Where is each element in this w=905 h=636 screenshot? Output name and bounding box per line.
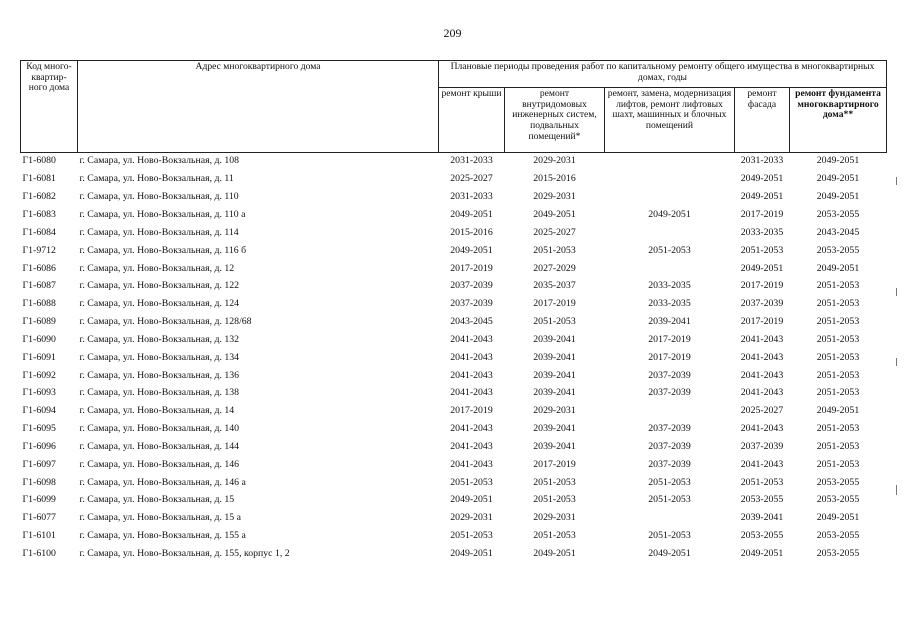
table-row (21, 296, 887, 314)
house-address: г. Самара, ул. Ново-Вокзальная, д. 15 а (79, 512, 241, 524)
header-lifts: ремонт, замена, модернизация лифтов, ремонт лифтовых шахт, машинных и блочных помещений (605, 88, 735, 153)
house-address: г. Самара, ул. Ново-Вокзальная, д. 138 (79, 387, 240, 399)
table-row (21, 456, 887, 474)
table-row (21, 242, 887, 260)
facade-period: 2053-2055 (740, 494, 784, 506)
house-code: Г1-6100 (22, 548, 56, 559)
systems-period: 2051-2053 (533, 244, 576, 256)
facade-period: 2025-2027 (740, 405, 784, 417)
lifts-period (605, 189, 735, 207)
lifts-period (605, 224, 735, 242)
foundation-period: 2049-2051 (816, 155, 860, 167)
facade-period: 2049-2051 (740, 262, 784, 274)
header-facade: ремонт фасада (735, 88, 790, 153)
house-address: г. Самара, ул. Ново-Вокзальная, д. 114 (79, 226, 239, 238)
roof-period: 2037-2039 (450, 280, 493, 292)
house-code: Г1-9712 (22, 244, 56, 256)
table-row (21, 546, 887, 564)
lifts-period: 2037-2039 (648, 458, 691, 470)
house-address: г. Самара, ул. Ново-Вокзальная, д. 15 (79, 494, 235, 506)
house-code: Г1-6093 (22, 387, 56, 399)
facade-period: 2033-2035 (740, 226, 784, 238)
lifts-period: 2037-2039 (648, 387, 691, 399)
table-row (21, 278, 887, 296)
house-address: г. Самара, ул. Ново-Вокзальная, д. 155, корпус 1, 2 (79, 548, 290, 559)
house-address: г. Самара, ул. Ново-Вокзальная, д. 140 (79, 423, 240, 435)
systems-period: 2049-2051 (533, 208, 576, 220)
table-row (21, 474, 887, 492)
roof-period: 2037-2039 (450, 298, 493, 310)
header-foundation: ремонт фундамента многоквартирного дома** (790, 88, 887, 153)
systems-period: 2029-2031 (533, 405, 576, 417)
house-address: г. Самара, ул. Ново-Вокзальная, д. 136 (79, 369, 240, 381)
facade-period: 2049-2051 (740, 191, 784, 203)
margin-mark (896, 358, 897, 366)
header-periods-group: Плановые периоды проведения работ по капитальному ремонту общего имущества в многоквартирных домах, годы (439, 61, 887, 88)
facade-period: 2037-2039 (740, 440, 784, 452)
lifts-period: 2051-2053 (648, 494, 691, 506)
lifts-period: 2033-2035 (648, 298, 691, 310)
foundation-period: 2053-2055 (816, 548, 860, 559)
roof-period: 2051-2053 (450, 530, 493, 542)
table-row (21, 492, 887, 510)
lifts-period: 2037-2039 (648, 423, 691, 435)
facade-period: 2041-2043 (740, 387, 784, 399)
house-code: Г1-6094 (22, 405, 56, 417)
house-code: Г1-6099 (22, 494, 56, 506)
house-address: г. Самара, ул. Ново-Вокзальная, д. 146 (79, 458, 240, 470)
house-code: Г1-6077 (22, 512, 56, 524)
foundation-period: 2049-2051 (816, 191, 860, 203)
systems-period: 2025-2027 (533, 226, 576, 238)
foundation-period: 2053-2055 (816, 244, 860, 256)
systems-period: 2039-2041 (533, 423, 576, 435)
house-address: г. Самара, ул. Ново-Вокзальная, д. 134 (79, 351, 240, 363)
systems-period: 2029-2031 (533, 191, 576, 203)
house-address: г. Самара, ул. Ново-Вокзальная, д. 132 (79, 333, 240, 345)
systems-period: 2017-2019 (533, 458, 576, 470)
foundation-period: 2051-2053 (816, 387, 860, 399)
table-row (21, 171, 887, 189)
table-row (21, 403, 887, 421)
roof-period: 2051-2053 (450, 476, 493, 488)
lifts-period: 2017-2019 (648, 333, 691, 345)
lifts-period: 2037-2039 (648, 440, 691, 452)
table-row (21, 153, 887, 171)
lifts-period (605, 260, 735, 278)
facade-period: 2051-2053 (740, 244, 784, 256)
table-row (21, 189, 887, 207)
table-row (21, 224, 887, 242)
roof-period: 2041-2043 (450, 440, 493, 452)
roof-period: 2041-2043 (450, 333, 493, 345)
facade-period: 2041-2043 (740, 458, 784, 470)
house-code: Г1-6101 (22, 530, 56, 542)
header-systems: ремонт внутридомовых инженерных систем, подвальных помещений* (505, 88, 605, 153)
house-address: г. Самара, ул. Ново-Вокзальная, д. 110 (79, 191, 239, 203)
margin-mark (896, 288, 897, 296)
foundation-period: 2049-2051 (816, 405, 860, 417)
house-address: г. Самара, ул. Ново-Вокзальная, д. 144 (79, 440, 240, 452)
roof-period: 2015-2016 (450, 226, 493, 238)
lifts-period (605, 510, 735, 528)
facade-period: 2017-2019 (740, 208, 784, 220)
lifts-period: 2039-2041 (648, 316, 691, 328)
table-row (21, 207, 887, 225)
house-address: г. Самара, ул. Ново-Вокзальная, д. 110 а (79, 208, 246, 220)
roof-period: 2017-2019 (450, 262, 493, 274)
lifts-period: 2049-2051 (648, 208, 691, 220)
foundation-period: 2051-2053 (816, 458, 860, 470)
house-code: Г1-6098 (22, 476, 56, 488)
house-address: г. Самара, ул. Ново-Вокзальная, д. 122 (79, 280, 240, 292)
facade-period: 2041-2043 (740, 333, 784, 345)
house-code: Г1-6080 (22, 155, 56, 167)
lifts-period: 2051-2053 (648, 244, 691, 256)
foundation-period: 2051-2053 (816, 333, 860, 345)
house-address: г. Самара, ул. Ново-Вокзальная, д. 14 (79, 405, 235, 417)
roof-period: 2043-2045 (450, 316, 493, 328)
house-code: Г1-6096 (22, 440, 56, 452)
roof-period: 2031-2033 (450, 191, 493, 203)
facade-period: 2031-2033 (740, 155, 784, 167)
roof-period: 2041-2043 (450, 369, 493, 381)
foundation-period: 2053-2055 (816, 494, 860, 506)
systems-period: 2039-2041 (533, 351, 576, 363)
lifts-period: 2033-2035 (648, 280, 691, 292)
table-row (21, 510, 887, 528)
systems-period: 2049-2051 (533, 548, 576, 559)
house-address: г. Самара, ул. Ново-Вокзальная, д. 146 а (79, 476, 246, 488)
roof-period: 2041-2043 (450, 351, 493, 363)
systems-period: 2051-2053 (533, 530, 576, 542)
foundation-period: 2049-2051 (816, 512, 860, 524)
systems-period: 2051-2053 (533, 316, 576, 328)
facade-period: 2041-2043 (740, 369, 784, 381)
house-code: Г1-6089 (22, 316, 56, 328)
foundation-period: 2053-2055 (816, 530, 860, 542)
foundation-period: 2049-2051 (816, 262, 860, 274)
table-row (21, 314, 887, 332)
table-row (21, 439, 887, 457)
house-code: Г1-6090 (22, 333, 56, 345)
roof-period: 2041-2043 (450, 458, 493, 470)
margin-mark (896, 177, 897, 185)
facade-period: 2049-2051 (740, 548, 784, 559)
house-code: Г1-6083 (22, 208, 56, 220)
house-address: г. Самара, ул. Ново-Вокзальная, д. 155 а (79, 530, 246, 542)
foundation-period: 2053-2055 (816, 476, 860, 488)
house-code: Г1-6086 (22, 262, 56, 274)
systems-period: 2039-2041 (533, 369, 576, 381)
capital-repair-table (20, 60, 887, 563)
roof-period: 2029-2031 (450, 512, 493, 524)
table-body (21, 153, 887, 564)
facade-period: 2051-2053 (740, 476, 784, 488)
lifts-period: 2051-2053 (648, 476, 691, 488)
roof-period: 2017-2019 (450, 405, 493, 417)
header-roof: ремонт крыши (439, 88, 505, 153)
foundation-period: 2051-2053 (816, 423, 860, 435)
house-code: Г1-6097 (22, 458, 56, 470)
roof-period: 2041-2043 (450, 387, 493, 399)
house-address: г. Самара, ул. Ново-Вокзальная, д. 108 (79, 155, 240, 167)
foundation-period: 2051-2053 (816, 440, 860, 452)
foundation-period: 2051-2053 (816, 298, 860, 310)
foundation-period: 2051-2053 (816, 280, 860, 292)
systems-period: 2051-2053 (533, 476, 576, 488)
foundation-period: 2053-2055 (816, 208, 860, 220)
facade-period: 2017-2019 (740, 280, 784, 292)
house-code: Г1-6081 (22, 173, 56, 185)
roof-period: 2041-2043 (450, 423, 493, 435)
lifts-period: 2017-2019 (648, 351, 691, 363)
systems-period: 2051-2053 (533, 494, 576, 506)
roof-period: 2049-2051 (450, 244, 493, 256)
roof-period: 2049-2051 (450, 548, 493, 559)
roof-period: 2049-2051 (450, 494, 493, 506)
facade-period: 2039-2041 (740, 512, 784, 524)
systems-period: 2039-2041 (533, 387, 576, 399)
lifts-period: 2051-2053 (648, 530, 691, 542)
roof-period: 2025-2027 (450, 173, 493, 185)
table-row (21, 421, 887, 439)
systems-period: 2029-2031 (533, 512, 576, 524)
table-header (21, 61, 887, 153)
house-code: Г1-6091 (22, 351, 56, 363)
header-address: Адрес многоквартирного дома (78, 61, 439, 153)
lifts-period (605, 153, 735, 171)
house-address: г. Самара, ул. Ново-Вокзальная, д. 12 (79, 262, 235, 274)
foundation-period: 2043-2045 (816, 226, 860, 238)
lifts-period (605, 403, 735, 421)
margin-mark (896, 485, 897, 495)
roof-period: 2031-2033 (450, 155, 493, 167)
systems-period: 2039-2041 (533, 333, 576, 345)
house-address: г. Самара, ул. Ново-Вокзальная, д. 128/68 (79, 316, 252, 328)
foundation-period: 2051-2053 (816, 316, 860, 328)
facade-period: 2049-2051 (740, 173, 784, 185)
house-code: Г1-6082 (22, 191, 56, 203)
house-address: г. Самара, ул. Ново-Вокзальная, д. 11 (79, 173, 234, 185)
systems-period: 2015-2016 (533, 173, 576, 185)
facade-period: 2041-2043 (740, 423, 784, 435)
house-code: Г1-6092 (22, 369, 56, 381)
house-code: Г1-6084 (22, 226, 56, 238)
systems-period: 2017-2019 (533, 298, 576, 310)
page-number: 209 (443, 26, 462, 40)
table-row (21, 385, 887, 403)
facade-period: 2037-2039 (740, 298, 784, 310)
systems-period: 2029-2031 (533, 155, 576, 167)
table-row (21, 260, 887, 278)
foundation-period: 2051-2053 (816, 351, 860, 363)
systems-period: 2039-2041 (533, 440, 576, 452)
facade-period: 2017-2019 (740, 316, 784, 328)
table-row (21, 331, 887, 349)
foundation-period: 2051-2053 (816, 369, 860, 381)
house-code: Г1-6087 (22, 280, 56, 292)
foundation-period: 2049-2051 (816, 173, 860, 185)
facade-period: 2053-2055 (740, 530, 784, 542)
house-address: г. Самара, ул. Ново-Вокзальная, д. 116 б (79, 244, 247, 256)
lifts-period (605, 171, 735, 189)
table-row (21, 349, 887, 367)
header-code: Код много-квартир-ного дома (21, 61, 78, 153)
roof-period: 2049-2051 (450, 208, 493, 220)
facade-period: 2041-2043 (740, 351, 784, 363)
lifts-period: 2049-2051 (648, 548, 691, 559)
table-row (21, 528, 887, 546)
systems-period: 2035-2037 (533, 280, 576, 292)
table-row (21, 367, 887, 385)
house-code: Г1-6088 (22, 298, 56, 310)
systems-period: 2027-2029 (533, 262, 576, 274)
lifts-period: 2037-2039 (648, 369, 691, 381)
house-address: г. Самара, ул. Ново-Вокзальная, д. 124 (79, 298, 240, 310)
house-code: Г1-6095 (22, 423, 56, 435)
